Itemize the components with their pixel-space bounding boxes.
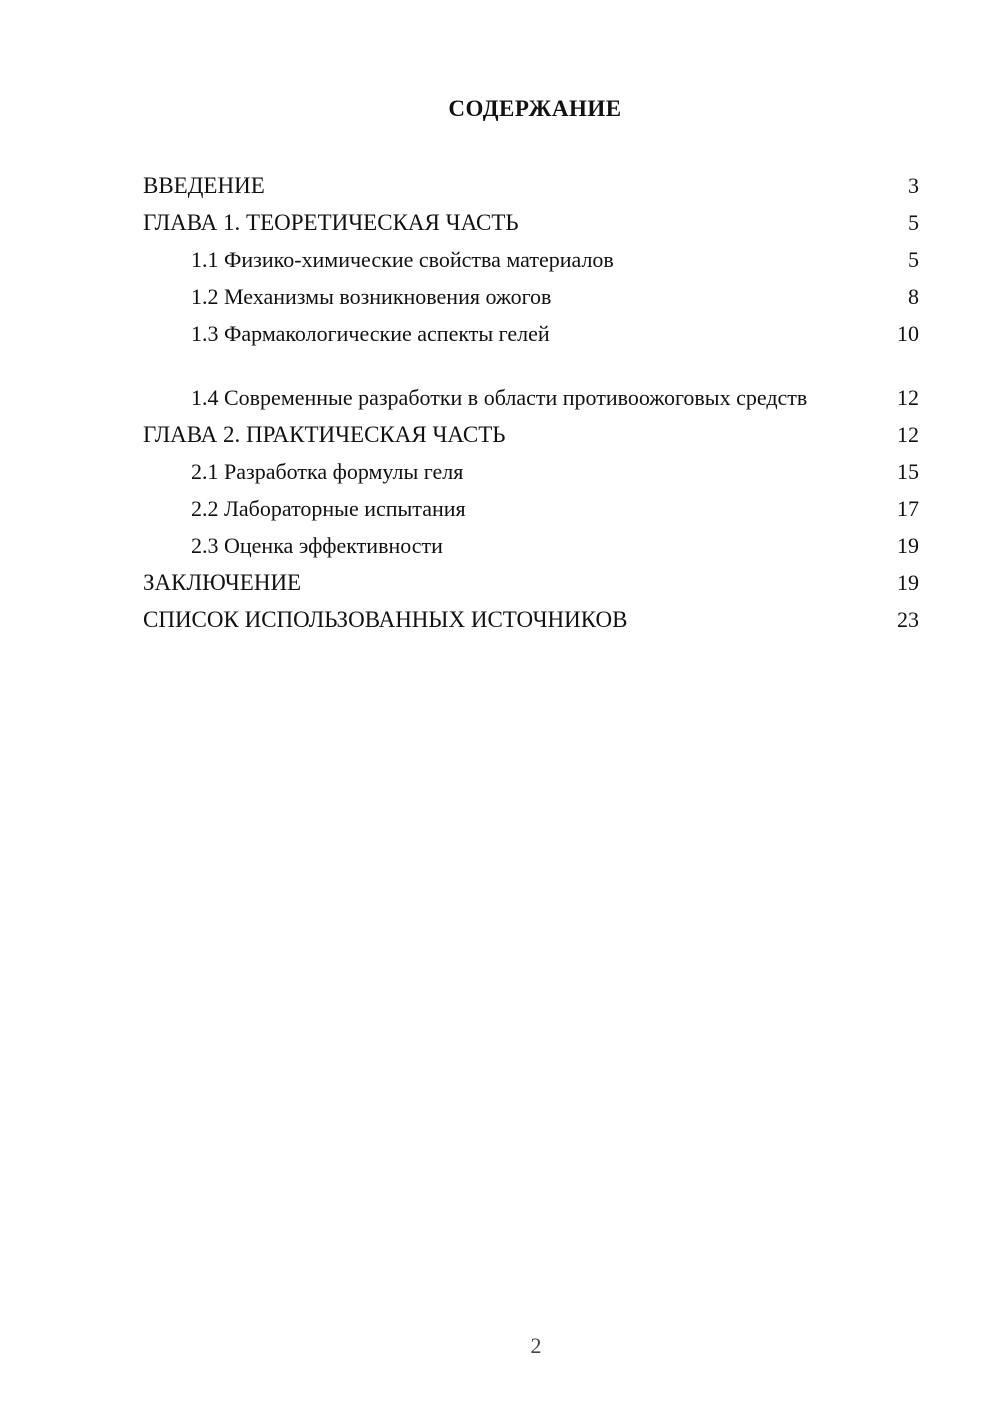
toc-entry-section-1-2[interactable] (143, 279, 919, 316)
toc-entry-conclusion[interactable] (143, 565, 919, 602)
toc-entry-chapter-2[interactable] (143, 417, 919, 454)
toc-entry-page: 23 (897, 607, 919, 632)
toc-entry-page: 19 (897, 533, 919, 558)
toc-entry-section-2-3[interactable] (143, 528, 919, 565)
toc-entry-page: 12 (897, 422, 919, 447)
toc-entry-section-1-4[interactable] (143, 353, 919, 417)
toc-entry-page: 5 (908, 247, 919, 272)
toc-entry-label: 1.2 Механизмы возникновения ожогов (191, 284, 552, 309)
page-title: СОДЕРЖАНИЕ (448, 96, 622, 121)
page-number: 2 (530, 1333, 542, 1358)
table-of-contents (143, 168, 919, 639)
toc-entry-references[interactable] (143, 602, 919, 639)
toc-entry-page: 12 (897, 385, 919, 410)
toc-entry-section-1-3[interactable] (143, 316, 919, 353)
toc-entry-page: 19 (897, 570, 919, 595)
toc-entry-label: 2.1 Разработка формулы геля (191, 459, 464, 484)
toc-entry-label: 2.2 Лабораторные испытания (191, 496, 466, 521)
toc-entry-page: 17 (897, 496, 919, 521)
toc-entry-label: ГЛАВА 1. ТЕОРЕТИЧЕСКАЯ ЧАСТЬ (143, 210, 519, 235)
toc-entry-section-2-2[interactable] (143, 491, 919, 528)
toc-entry-page: 15 (897, 459, 919, 484)
toc-entry-label: ГЛАВА 2. ПРАКТИЧЕСКАЯ ЧАСТЬ (143, 422, 506, 447)
toc-entry-label: 1.4 Современные разработки в области противоожоговых средств (191, 385, 808, 410)
toc-entry-label: 2.3 Оценка эффективности (191, 533, 443, 558)
toc-entry-label: 1.3 Фармакологические аспекты гелей (191, 321, 550, 346)
toc-entry-section-2-1[interactable] (143, 454, 919, 491)
toc-entry-page: 5 (908, 210, 919, 235)
toc-entry-introduction[interactable] (143, 168, 919, 205)
toc-entry-label: ВВЕДЕНИЕ (143, 173, 265, 198)
toc-entry-page: 10 (897, 321, 919, 346)
toc-entry-section-1-1[interactable] (143, 242, 919, 279)
toc-entry-page: 3 (908, 173, 919, 198)
toc-entry-label: ЗАКЛЮЧЕНИЕ (143, 570, 302, 595)
toc-entry-label: 1.1 Физико-химические свойства материалов (191, 247, 614, 272)
toc-entry-chapter-1[interactable] (143, 205, 919, 242)
toc-entry-page: 8 (908, 284, 919, 309)
toc-entry-label: СПИСОК ИСПОЛЬЗОВАННЫХ ИСТОЧНИКОВ (143, 607, 628, 632)
